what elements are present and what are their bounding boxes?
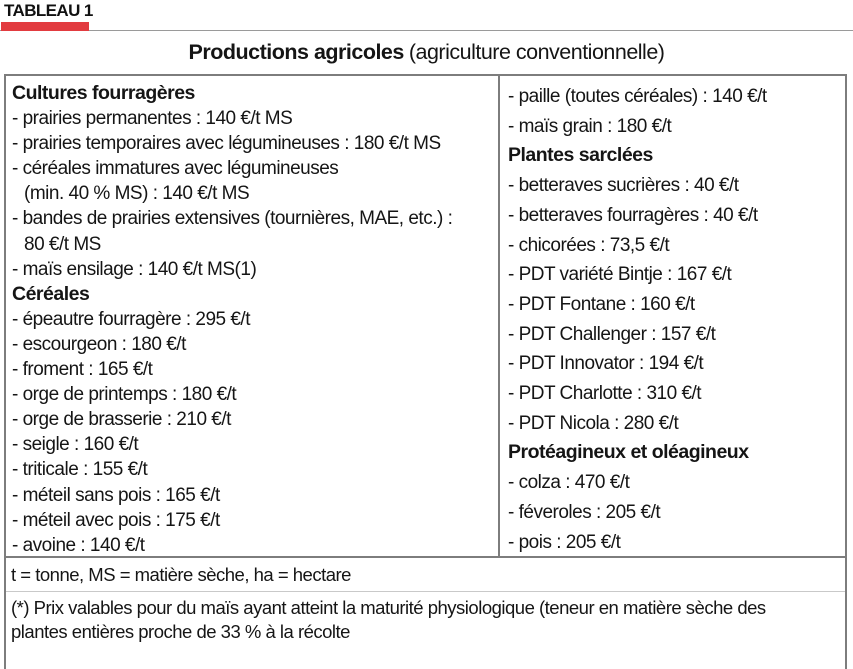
table-label: TABLEAU 1 bbox=[4, 1, 93, 20]
price-line: - chicorées : 73,5 €/t bbox=[508, 234, 670, 256]
table-title bbox=[0, 40, 853, 65]
price-line: - maïs grain : 180 €/t bbox=[508, 115, 672, 137]
price-line: - céréales immatures avec légumineuses bbox=[12, 158, 339, 180]
table-body bbox=[6, 76, 845, 558]
price-line: - PDT variété Bintje : 167 €/t bbox=[508, 264, 732, 286]
header-rule bbox=[0, 30, 853, 31]
price-line: - orge de brasserie : 210 €/t bbox=[12, 409, 231, 431]
price-line: - PDT Nicola : 280 €/t bbox=[508, 412, 679, 434]
price-line: (min. 40 % MS) : 140 €/t MS bbox=[24, 183, 250, 205]
footnote-maize-note: (*) Prix valables pour du maïs ayant atteint la maturité physiologique (teneur en matière sèche des plantes entières proche de 33 % à la récolte bbox=[11, 597, 766, 642]
price-line: - seigle : 160 €/t bbox=[12, 434, 139, 456]
footnote-divider bbox=[6, 591, 845, 592]
price-line: - méteil sans pois : 165 €/t bbox=[12, 484, 220, 506]
category-header: Cultures fourragères bbox=[12, 82, 195, 104]
price-line: - avoine : 140 €/t bbox=[12, 534, 145, 556]
table-title-sub: (agriculture conventionnelle) bbox=[408, 40, 665, 64]
category-header: Céréales bbox=[12, 282, 90, 305]
category-header: Protéagineux et oléagineux bbox=[508, 441, 749, 464]
price-line: - PDT Innovator : 194 €/t bbox=[508, 353, 704, 375]
column-left bbox=[6, 76, 500, 556]
price-line: - PDT Challenger : 157 €/t bbox=[508, 323, 716, 345]
price-line: - bandes de prairies extensives (tournières, MAE, etc.) : bbox=[12, 208, 453, 230]
footnotes bbox=[6, 558, 845, 644]
price-line: - PDT Charlotte : 310 €/t bbox=[508, 383, 702, 405]
footnote-abbreviations: t = tonne, MS = matière sèche, ha = hectare bbox=[11, 564, 351, 585]
price-line: - colza : 470 €/t bbox=[508, 472, 630, 494]
price-line: - triticale : 155 €/t bbox=[12, 459, 148, 481]
price-line: - épeautre fourragère : 295 €/t bbox=[12, 308, 250, 330]
price-line: - betteraves sucrières : 40 €/t bbox=[508, 175, 739, 197]
price-line: 80 €/t MS bbox=[24, 233, 101, 255]
price-line: - paille (toutes céréales) : 140 €/t bbox=[508, 86, 767, 107]
price-line: - pois : 205 €/t bbox=[508, 531, 621, 553]
column-right bbox=[500, 76, 845, 556]
price-line: - féveroles : 205 €/t bbox=[508, 501, 661, 523]
price-line: - betteraves fourragères : 40 €/t bbox=[508, 204, 758, 226]
price-line: - prairies permanentes : 140 €/t MS bbox=[12, 108, 293, 130]
prices-table bbox=[4, 74, 847, 669]
red-accent-bar bbox=[1, 22, 89, 31]
price-line: - orge de printemps : 180 €/t bbox=[12, 384, 237, 406]
category-header: Plantes sarclées bbox=[508, 144, 653, 167]
price-line: - PDT Fontane : 160 €/t bbox=[508, 293, 695, 315]
price-line: - escourgeon : 180 €/t bbox=[12, 333, 186, 355]
price-line: - méteil avec pois : 175 €/t bbox=[12, 509, 220, 531]
table-title-main: Productions agricoles bbox=[188, 40, 404, 64]
price-line: - maïs ensilage : 140 €/t MS(1) bbox=[12, 258, 257, 280]
price-line: - froment : 165 €/t bbox=[12, 359, 153, 381]
price-line: - prairies temporaires avec légumineuses : 180 €/t MS bbox=[12, 133, 441, 155]
